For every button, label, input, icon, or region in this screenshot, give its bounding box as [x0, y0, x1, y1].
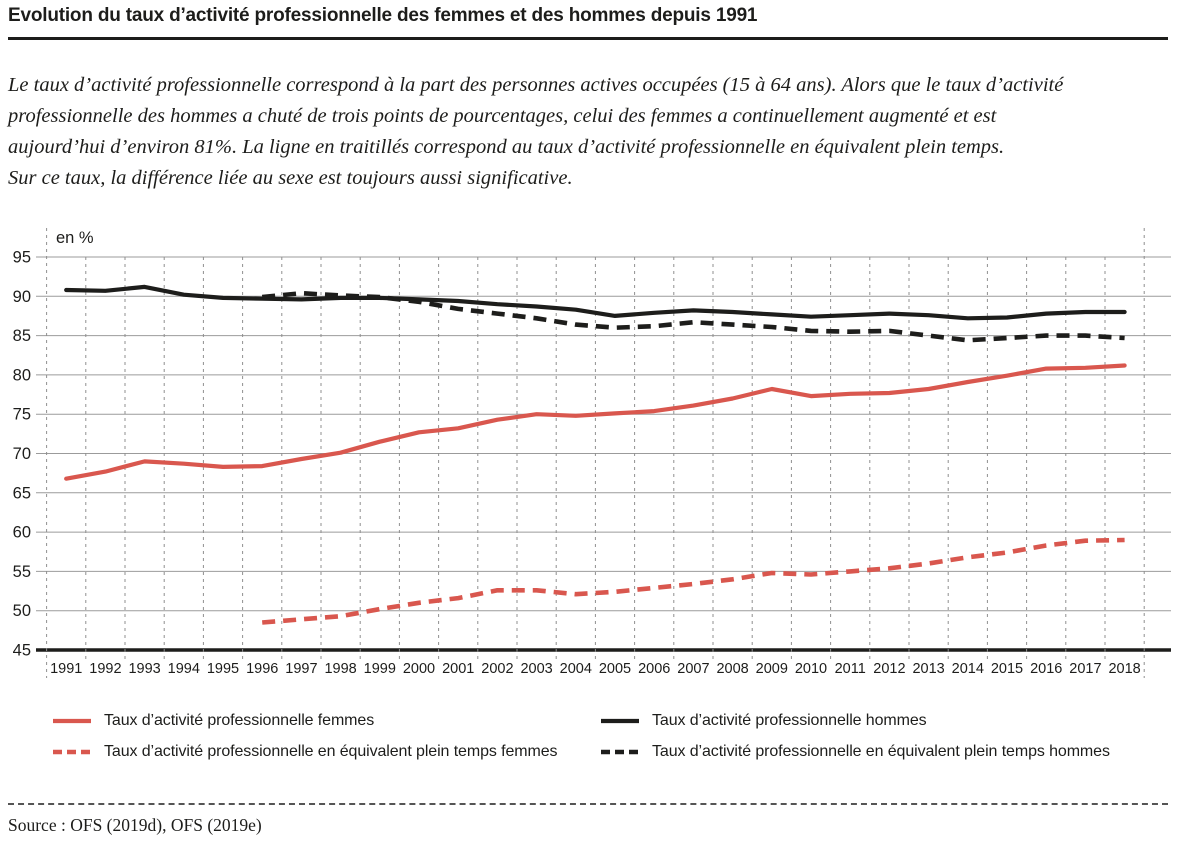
y-tick-label: 60 [12, 523, 31, 542]
legend-swatch-hommes-dashed-line [600, 746, 640, 758]
intro-line: Le taux d’activité professionnelle correspond à la part des personnes actives occupées (15 à 64 ans). Alors que le taux d’activité [8, 74, 1064, 96]
y-tick-label: 65 [12, 484, 31, 503]
x-tick-label: 2005 [598, 661, 632, 677]
y-tick-label: 90 [12, 287, 31, 306]
x-tick-label: 2018 [1108, 661, 1141, 677]
x-tick-label: 2011 [834, 661, 866, 677]
x-tick-label: 1992 [89, 661, 122, 677]
y-tick-label: 85 [12, 327, 31, 346]
y-tick-label: 70 [12, 445, 31, 463]
legend-item-femmes-ept [52, 743, 600, 761]
x-tick-label: 2015 [990, 661, 1024, 677]
chart-area [8, 216, 1168, 686]
x-tick-label: 1998 [324, 661, 357, 677]
x-tick-label: 1997 [285, 661, 318, 677]
legend-label-femmes: Taux d’activité professionnelle femmes [104, 712, 375, 729]
legend-item-hommes [600, 712, 1110, 730]
x-tick-label: 2009 [755, 661, 788, 677]
x-tick-label: 2000 [402, 661, 436, 677]
x-tick-label: 2006 [638, 661, 671, 677]
y-tick-label: 75 [12, 405, 31, 424]
x-tick-label: 2002 [481, 661, 514, 677]
x-tick-label: 1999 [363, 661, 396, 677]
source-text: Source : OFS (2019d), OFS (2019e) [8, 815, 262, 835]
y-tick-label: 55 [12, 562, 31, 581]
y-axis-unit-label: en % [56, 229, 94, 247]
legend-column-hommes [600, 712, 1110, 761]
x-tick-label: 1994 [167, 661, 200, 677]
y-tick-label: 95 [12, 248, 31, 267]
x-tick-label: 2003 [520, 661, 553, 677]
y-tick-label: 45 [12, 641, 31, 660]
legend-item-hommes-ept [600, 743, 1110, 761]
legend-column-femmes [52, 712, 600, 761]
series-line-hommes [66, 287, 1124, 318]
intro-paragraph [8, 70, 1168, 194]
x-tick-label: 2008 [716, 661, 749, 677]
legend-label-hommes-ept: Taux d’activité professionnelle en équivalent plein temps hommes [652, 743, 1110, 760]
legend-swatch-femmes-dashed-line [52, 746, 92, 758]
legend-label-hommes: Taux d’activité professionnelle hommes [652, 712, 927, 729]
chart-legend [8, 712, 1168, 761]
x-tick-label: 1991 [50, 661, 83, 677]
x-tick-label: 1993 [128, 661, 161, 677]
x-tick-label: 1996 [246, 661, 279, 677]
x-tick-label: 2014 [951, 661, 984, 677]
x-tick-label: 2017 [1069, 661, 1102, 677]
x-tick-label: 2013 [912, 661, 945, 677]
series-line-femmes-ept [262, 540, 1124, 623]
page-title: Evolution du taux d’activité professionnelle des femmes et des hommes depuis 1991 [8, 5, 758, 26]
x-tick-label: 2007 [677, 661, 710, 677]
x-tick-label: 2001 [442, 661, 475, 677]
intro-line: aujourd’hui d’environ 81%. La ligne en traitillés correspond au taux d’activité professionnelle en équivalent plein temps. [8, 136, 1005, 158]
intro-line: Sur ce taux, la différence liée au sexe est toujours aussi significative. [8, 167, 573, 189]
x-tick-label: 2010 [794, 661, 828, 677]
x-tick-label: 2004 [559, 661, 592, 677]
legend-swatch-femmes-solid-line [52, 715, 92, 727]
legend-swatch-hommes-solid-line [600, 715, 640, 727]
legend-item-femmes [52, 712, 600, 730]
x-tick-label: 2012 [873, 661, 906, 677]
x-tick-label: 2016 [1030, 661, 1063, 677]
title-rule [8, 37, 1168, 40]
y-tick-label: 80 [12, 366, 31, 385]
activity-rate-chart [8, 216, 1175, 686]
bottom-dashed-separator [8, 803, 1168, 805]
y-tick-label: 50 [12, 602, 31, 621]
x-tick-label: 1995 [206, 661, 240, 677]
intro-line: professionnelle des hommes a chuté de trois points de pourcentages, celui des femmes a continuellement augmenté et est [8, 105, 997, 127]
legend-label-femmes-ept: Taux d’activité professionnelle en équivalent plein temps femmes [104, 743, 558, 760]
